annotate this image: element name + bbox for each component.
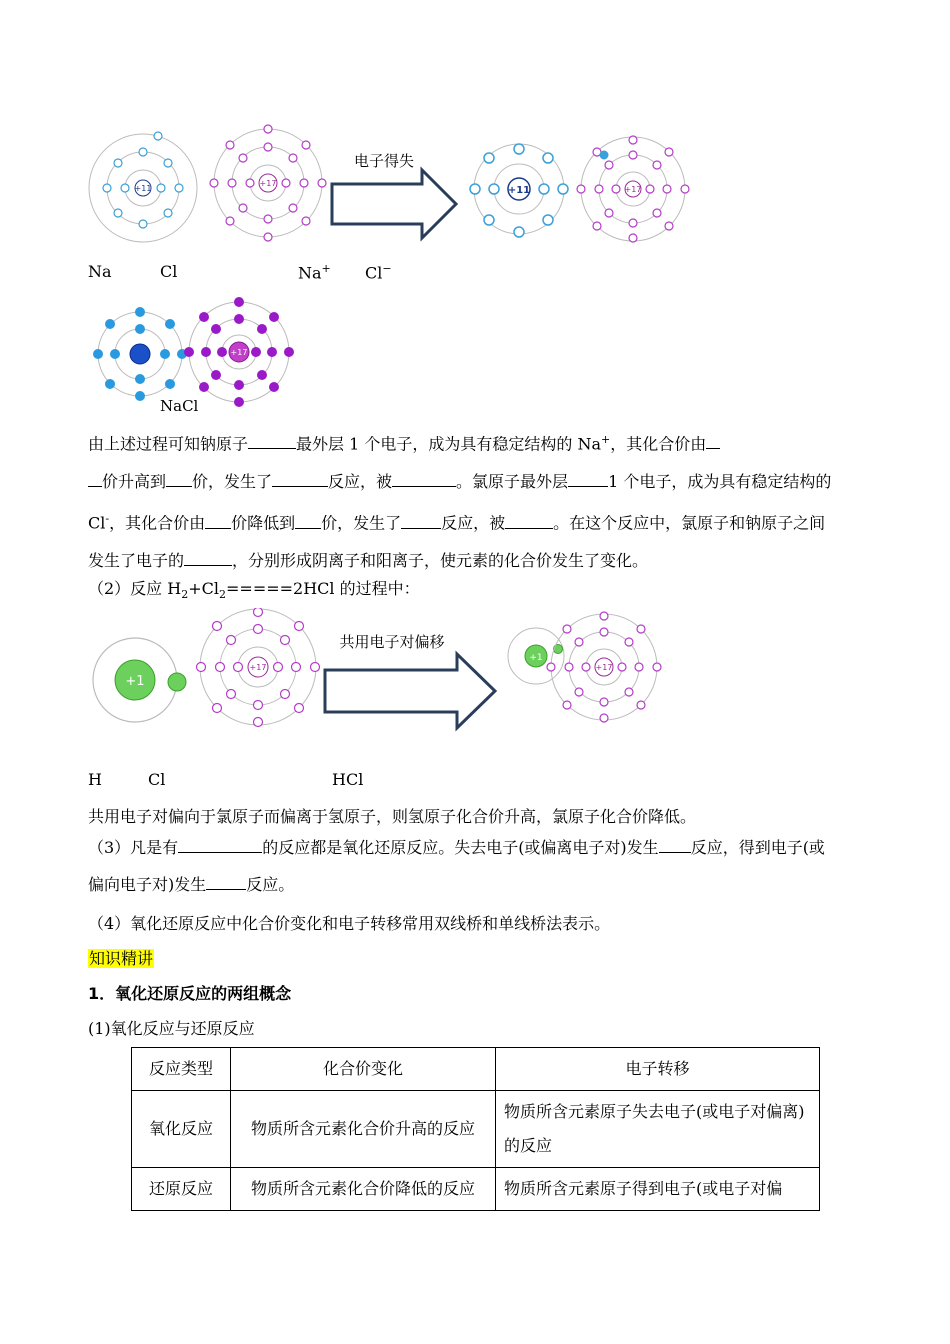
label-na: Na <box>88 262 112 281</box>
table-row <box>132 1168 820 1211</box>
label-hcl: HCl <box>332 770 364 789</box>
arrow-caption: 电子得失 <box>353 152 415 170</box>
label-cl-ion: Cl− <box>365 262 392 283</box>
nacl-cl-nucleus-label: +17 <box>230 348 248 357</box>
table-cell: 氧化反应 <box>132 1091 231 1168</box>
blank[interactable] <box>295 510 321 529</box>
paragraph-electron-transfer: 由上述过程可知钠原子 最外层 1 个电子，成为具有稳定结构的 Na+，其化合价由 价升高到 价，发生了 反应，被 。氯原子最外层 1 个电子，成为具有稳定结构的 Cl-，其化合价由 价降低到 价，发生了 反应，被 。在这个反应中，氯原子和钠原子之间 发生了电子的 ，分别形成阴离子和阳离子，使元素的化合价发生了变化。 <box>88 421 868 580</box>
blank[interactable] <box>166 468 192 487</box>
blank[interactable] <box>272 468 328 487</box>
table-header-cell: 反应类型 <box>132 1048 231 1091</box>
cl-ion-nucleus-label: +17 <box>624 185 642 194</box>
table-cell: 物质所含元素原子得到电子(或电子对偏 <box>496 1168 820 1211</box>
table-row <box>132 1091 820 1168</box>
blank[interactable] <box>248 430 296 449</box>
na-nucleus-label: +11 <box>134 184 152 193</box>
figure-electron-transfer <box>80 120 700 250</box>
figure-shared-pair <box>85 608 675 738</box>
na-ion-nucleus-label: +11 <box>507 185 531 196</box>
table-header-row <box>132 1048 820 1091</box>
cl-atom-diagram-2 <box>197 608 320 727</box>
blank[interactable] <box>401 510 441 529</box>
electron-transfer-arrow <box>332 152 456 238</box>
table-header-cell: 化合价变化 <box>231 1048 496 1091</box>
concept-table <box>131 1047 820 1211</box>
cl-atom-diagram <box>210 125 326 241</box>
label-nacl: NaCl <box>160 397 199 415</box>
na-atom-diagram <box>89 132 197 242</box>
label-na-ion: Na+ <box>298 262 331 283</box>
paragraph-shared-pair: 共用电子对偏向于氯原子而偏离于氢原子，则氢原子化合价升高，氯原子化合价降低。 <box>88 807 697 826</box>
cl-nucleus-label-2: +17 <box>249 663 267 672</box>
blank[interactable] <box>505 510 553 529</box>
table-cell: 物质所含元素化合价降低的反应 <box>231 1168 496 1211</box>
blank[interactable] <box>392 468 456 487</box>
hcl-diagram <box>508 612 661 722</box>
table-header-cell: 电子转移 <box>496 1048 820 1091</box>
blank[interactable] <box>706 430 720 449</box>
hcl-h-nucleus-label: +1 <box>529 653 543 663</box>
blank[interactable] <box>206 871 246 890</box>
blank[interactable] <box>184 547 232 566</box>
blank[interactable] <box>178 834 262 853</box>
shared-pair-arrow <box>325 633 495 728</box>
blank[interactable] <box>88 468 102 487</box>
heading-two-concepts: 1．氧化还原反应的两组概念 <box>88 984 292 1003</box>
table-cell: 物质所含元素原子失去电子(或电子对偏离)的反应 <box>496 1091 820 1168</box>
cl-ion-diagram <box>577 136 689 242</box>
heading-oxidation-reduction: (1)氧化反应与还原反应 <box>88 1019 255 1038</box>
table-cell: 还原反应 <box>132 1168 231 1211</box>
cl-nucleus-label: +17 <box>259 179 277 188</box>
blank[interactable] <box>568 468 608 487</box>
label-cl-2: Cl <box>148 770 166 789</box>
section-tag: 知识精讲 <box>89 949 154 968</box>
label-cl: Cl <box>160 262 178 281</box>
paragraph-bridge-methods: （4）氧化还原反应中化合价变化和电子转移常用双线桥和单线桥法表示。 <box>88 914 611 933</box>
h-nucleus-label: +1 <box>125 674 145 689</box>
h-atom-diagram <box>93 638 186 722</box>
na-ion-diagram <box>470 144 568 237</box>
blank[interactable] <box>205 510 231 529</box>
hcl-cl-nucleus-label: +17 <box>595 663 613 672</box>
label-h: H <box>88 770 102 789</box>
arrow-caption-2: 共用电子对偏移 <box>339 633 445 651</box>
paragraph-redox-definition: （3）凡是有 的反应都是氧化还原反应。失去电子(或偏离电子对)发生 反应，得到电子(或 偏向电子对)发生 反应。 <box>88 829 868 903</box>
paragraph-h2-cl2: （2）反应 $H_2+Cl_2=====2HCl$ 的过程中： <box>88 579 420 602</box>
blank[interactable] <box>659 834 691 853</box>
table-cell: 物质所含元素化合价升高的反应 <box>231 1091 496 1168</box>
